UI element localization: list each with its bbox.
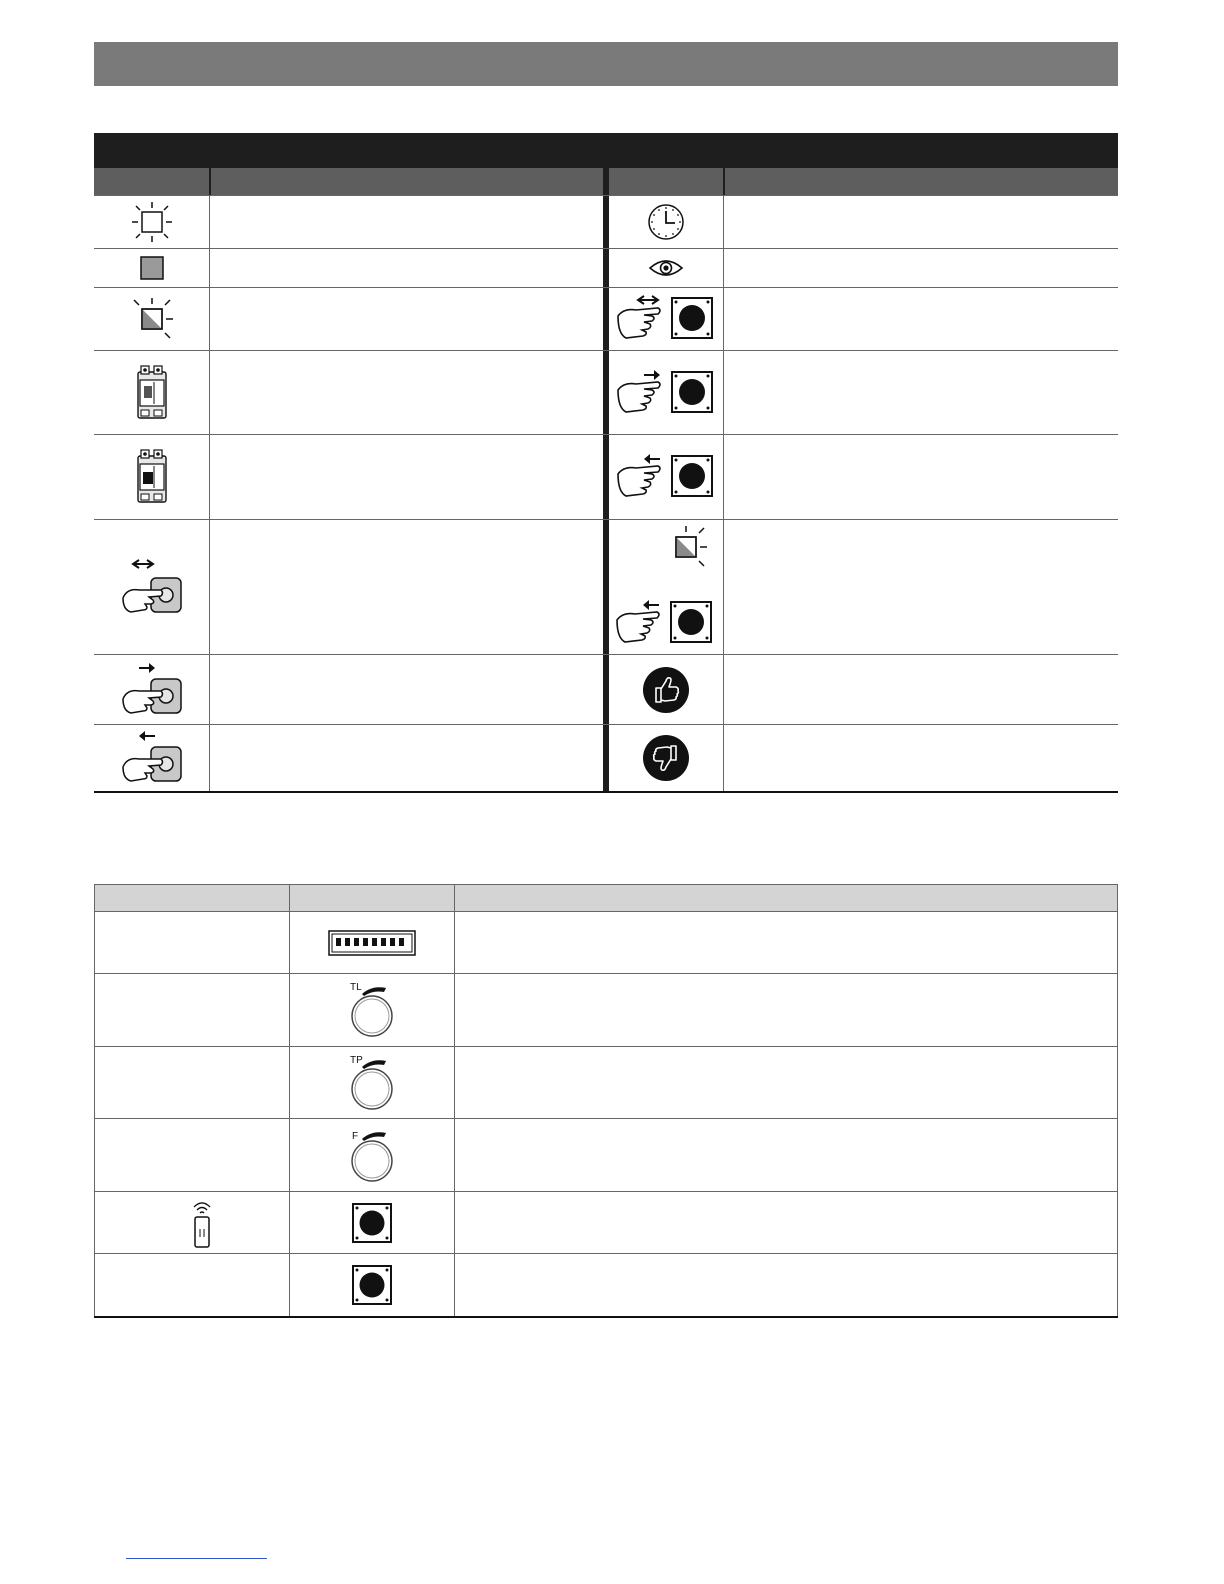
controls-table [94,884,1118,1318]
legend-row [94,724,1118,791]
led-flashing-icon [130,200,174,244]
trimmer-label: TP [350,1055,363,1066]
hand-press-release-remote-icon [119,554,185,620]
col-separator [209,168,211,195]
legend-column-header [94,168,1118,195]
breaker-on-icon [132,364,172,422]
controls-row [94,912,1118,974]
controls-row [94,1047,1118,1119]
thumbs-up-icon [642,666,690,714]
hand-press-button-icon [614,368,718,418]
led-half-flashing-icon [129,296,175,342]
legend-row [94,434,1118,519]
legend-row [94,195,1118,248]
controls-row [94,1254,1118,1316]
legend-row [94,287,1118,350]
col-separator-mid [603,168,609,195]
col-separator [723,168,725,195]
legend-row [94,519,1118,654]
hand-press-remote-icon [119,659,185,721]
trimmer-tl-icon[interactable] [342,978,402,1044]
legend-row [94,248,1118,287]
legend-body [94,195,1118,793]
hand-release-button-icon [614,452,718,502]
push-button-icon[interactable] [351,1264,393,1306]
controls-header [94,884,1118,912]
hand-press-release-button-icon [614,294,718,344]
dip-switch-icon[interactable] [328,929,416,957]
trimmer-f-icon[interactable] [342,1123,402,1189]
controls-row [94,1192,1118,1254]
clock-icon [646,202,686,242]
hand-release-remote-icon [119,727,185,789]
trimmer-label: F [352,1131,359,1142]
controls-row [94,974,1118,1047]
footer-link-underline[interactable] [126,1558,267,1559]
remote-control-icon [190,1197,214,1249]
legend-row [94,350,1118,434]
trimmer-tp-icon[interactable] [342,1051,402,1117]
led-and-hand-release-button-icon [609,520,723,654]
thumbs-down-icon [642,734,690,782]
eye-icon [648,258,684,278]
remote-button-icon[interactable] [351,1202,393,1244]
symbols-legend-table [94,133,1118,793]
legend-row [94,654,1118,724]
controls-row [94,1119,1118,1192]
section-header-bar [94,42,1118,86]
led-on-icon [139,255,165,281]
legend-title-bar [94,133,1118,168]
trimmer-label: TL [350,982,362,993]
breaker-off-icon [132,448,172,506]
